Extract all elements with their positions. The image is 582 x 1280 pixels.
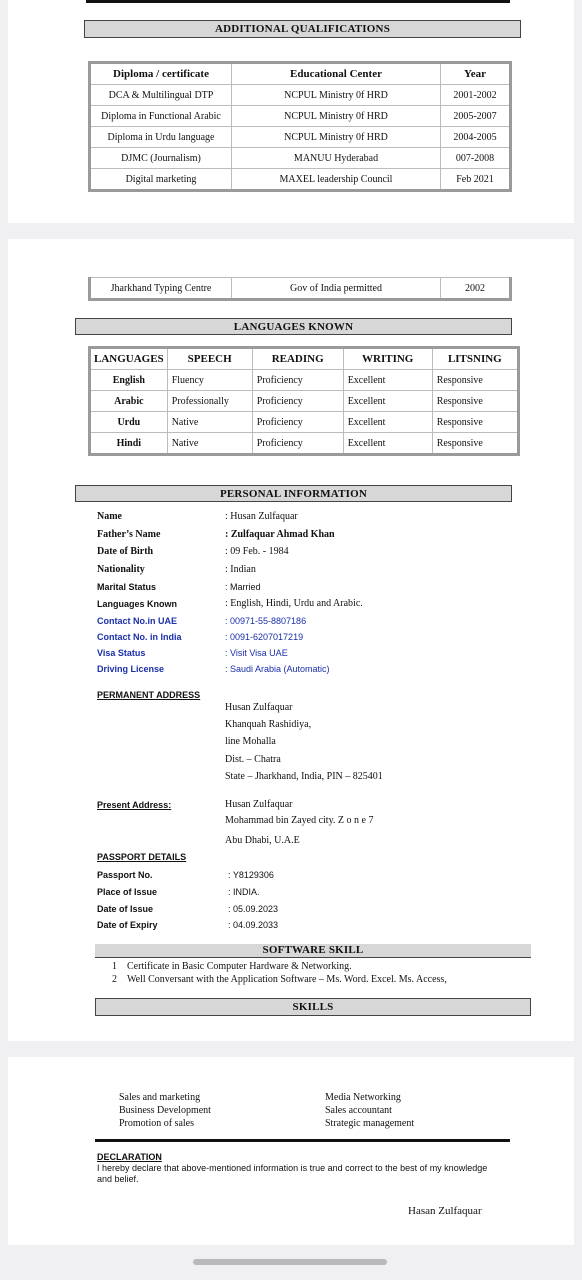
dob-label: Date of Birth — [97, 546, 154, 557]
skill-item: Sales and marketing — [119, 1092, 201, 1103]
table-cell: MAXEL leadership Council — [232, 169, 441, 191]
table-row — [90, 412, 519, 433]
languages-known-label: Languages Known — [97, 599, 178, 609]
personal-information-header: PERSONAL INFORMATION — [75, 485, 512, 502]
declaration-text: I hereby declare that above-mentioned information is true and correct to the best of my knowledge and belief. — [97, 1163, 488, 1184]
present-address-line: Husan Zulfaquar — [225, 799, 293, 810]
permanent-address-line: Dist. – Chatra — [225, 754, 281, 765]
qualifications-table — [88, 61, 512, 192]
table-cell: Urdu — [90, 412, 168, 433]
table-cell: 2004-2005 — [441, 127, 511, 148]
table-cell: Native — [167, 412, 252, 433]
column-header: Educational Center — [232, 63, 441, 85]
table-cell: Hindi — [90, 433, 168, 455]
column-header: WRITING — [343, 348, 432, 370]
table-cell: Feb 2021 — [441, 169, 511, 191]
table-row — [90, 85, 511, 106]
column-header: Year — [441, 63, 511, 85]
table-header-row — [90, 348, 519, 370]
table-row — [90, 433, 519, 455]
table-cell: DJMC (Journalism) — [90, 148, 232, 169]
father-name-label: Father’s Name — [97, 529, 161, 540]
table-cell: Arabic — [90, 391, 168, 412]
column-header: LITSNING — [432, 348, 518, 370]
document-page-3 — [8, 1057, 574, 1245]
marital-status-value: : Married — [225, 582, 261, 592]
item-number: 1 — [112, 961, 117, 972]
contact-uae-label: Contact No.in UAE — [97, 616, 177, 626]
table-row — [90, 127, 511, 148]
driving-license-value: : Saudi Arabia (Automatic) — [225, 664, 330, 674]
declaration-rule — [95, 1139, 510, 1142]
contact-uae-value: : 00971-55-8807186 — [225, 616, 307, 626]
permanent-address-label: PERMANENT ADDRESS — [97, 690, 201, 700]
table-cell: Professionally — [167, 391, 252, 412]
table-cell: Excellent — [343, 391, 432, 412]
declaration-title: DECLARATION — [97, 1152, 162, 1162]
table-cell: MANUU Hyderabad — [232, 148, 441, 169]
table-cell: Proficiency — [252, 433, 343, 455]
table-cell: Proficiency — [252, 370, 343, 391]
name-label: Name — [97, 511, 122, 522]
table-cell: Diploma in Functional Arabic — [90, 106, 232, 127]
skill-item: Business Development — [119, 1105, 211, 1116]
table-cell: Digital marketing — [90, 169, 232, 191]
languages-known-value: : English, Hindi, Urdu and Arabic. — [225, 598, 363, 609]
item-number: 2 — [112, 974, 117, 985]
table-cell: Jharkhand Typing Centre — [90, 278, 232, 300]
permanent-address-line: Khanquah Rashidiya, — [225, 719, 312, 730]
passport-no-value: : Y8129306 — [228, 870, 274, 880]
table-row — [90, 278, 511, 300]
document-page-2 — [8, 239, 574, 1041]
driving-license-label: Driving License — [97, 664, 165, 674]
table-cell: Gov of India permitted — [232, 278, 441, 300]
item-text: Certificate in Basic Computer Hardware & Networking. — [127, 961, 352, 972]
father-name-value: : Zulfaquar Ahmad Khan — [225, 529, 335, 540]
page-top-rule — [86, 0, 510, 3]
skill-item: Promotion of sales — [119, 1118, 194, 1129]
table-header-row — [90, 63, 511, 85]
table-cell: Responsive — [432, 391, 518, 412]
table-row — [90, 148, 511, 169]
present-address-label: Present Address: — [97, 800, 172, 810]
table-cell: NCPUL Ministry 0f HRD — [232, 127, 441, 148]
present-address-line: Abu Dhabi, U.A.E — [225, 835, 300, 846]
table-cell: Fluency — [167, 370, 252, 391]
place-of-issue-value: : INDIA. — [228, 887, 260, 897]
table-row — [90, 391, 519, 412]
skills-right-list — [325, 1091, 414, 1130]
passport-no-label: Passport No. — [97, 870, 153, 880]
contact-india-value: : 0091-6207017219 — [225, 632, 304, 642]
software-skill-header: SOFTWARE SKILL — [95, 944, 531, 958]
skill-item: Strategic management — [325, 1118, 415, 1129]
table-cell: 007-2008 — [441, 148, 511, 169]
skills-header: SKILLS — [95, 998, 531, 1016]
table-cell: 2002 — [441, 278, 511, 300]
present-address-line: Mohammad bin Zayed city. Z o n e 7 — [225, 815, 374, 826]
date-of-expiry-value: : 04.09.2033 — [228, 920, 279, 930]
table-row — [90, 106, 511, 127]
column-header: Diploma / certificate — [90, 63, 232, 85]
table-cell: NCPUL Ministry 0f HRD — [232, 106, 441, 127]
table-cell: Native — [167, 433, 252, 455]
name-value: : Husan Zulfaquar — [225, 511, 298, 522]
passport-details-label: PASSPORT DETAILS — [97, 852, 187, 862]
home-indicator[interactable] — [193, 1259, 387, 1265]
table-row — [90, 370, 519, 391]
marital-status-label: Marital Status — [97, 582, 157, 592]
permanent-address-line: line Mohalla — [225, 736, 276, 747]
permanent-address-line: Husan Zulfaquar — [225, 702, 293, 713]
date-of-issue-label: Date of Issue — [97, 904, 154, 914]
table-cell: NCPUL Ministry 0f HRD — [232, 85, 441, 106]
place-of-issue-label: Place of Issue — [97, 887, 158, 897]
contact-india-label: Contact No. in India — [97, 632, 182, 642]
dob-value: : 09 Feb. - 1984 — [225, 546, 289, 557]
table-cell: Diploma in Urdu language — [90, 127, 232, 148]
skill-item: Sales accountant — [325, 1105, 392, 1116]
table-cell: Responsive — [432, 433, 518, 455]
column-header: READING — [252, 348, 343, 370]
table-cell: Proficiency — [252, 391, 343, 412]
skills-left-list — [119, 1091, 211, 1130]
table-cell: DCA & Multilingual DTP — [90, 85, 232, 106]
visa-status-value: : Visit Visa UAE — [225, 648, 288, 658]
table-cell: Excellent — [343, 412, 432, 433]
table-cell: English — [90, 370, 168, 391]
document-page-1 — [8, 0, 574, 223]
item-text: Well Conversant with the Application Software – Ms. Word. Excel. Ms. Access, — [127, 974, 447, 985]
table-cell: Excellent — [343, 433, 432, 455]
table-cell: Excellent — [343, 370, 432, 391]
languages-known-header: LANGUAGES KNOWN — [75, 318, 512, 335]
additional-qualifications-header: ADDITIONAL QUALIFICATIONS — [84, 20, 521, 38]
signature-name: Hasan Zulfaquar — [408, 1205, 482, 1217]
date-of-issue-value: : 05.09.2023 — [228, 904, 279, 914]
table-row — [90, 169, 511, 191]
table-cell: 2005-2007 — [441, 106, 511, 127]
software-skill-item — [112, 973, 447, 986]
table-cell: Responsive — [432, 412, 518, 433]
qualifications-table-continued — [88, 277, 512, 301]
table-cell: 2001-2002 — [441, 85, 511, 106]
permanent-address-line: State – Jharkhand, India, PIN – 825401 — [225, 771, 383, 782]
visa-status-label: Visa Status — [97, 648, 146, 658]
column-header: SPEECH — [167, 348, 252, 370]
skill-item: Media Networking — [325, 1092, 401, 1103]
column-header: LANGUAGES — [90, 348, 168, 370]
table-cell: Responsive — [432, 370, 518, 391]
nationality-value: : Indian — [225, 564, 256, 575]
software-skill-item — [112, 960, 352, 973]
languages-table — [88, 346, 520, 456]
nationality-label: Nationality — [97, 564, 145, 575]
table-cell: Proficiency — [252, 412, 343, 433]
date-of-expiry-label: Date of Expiry — [97, 920, 158, 930]
